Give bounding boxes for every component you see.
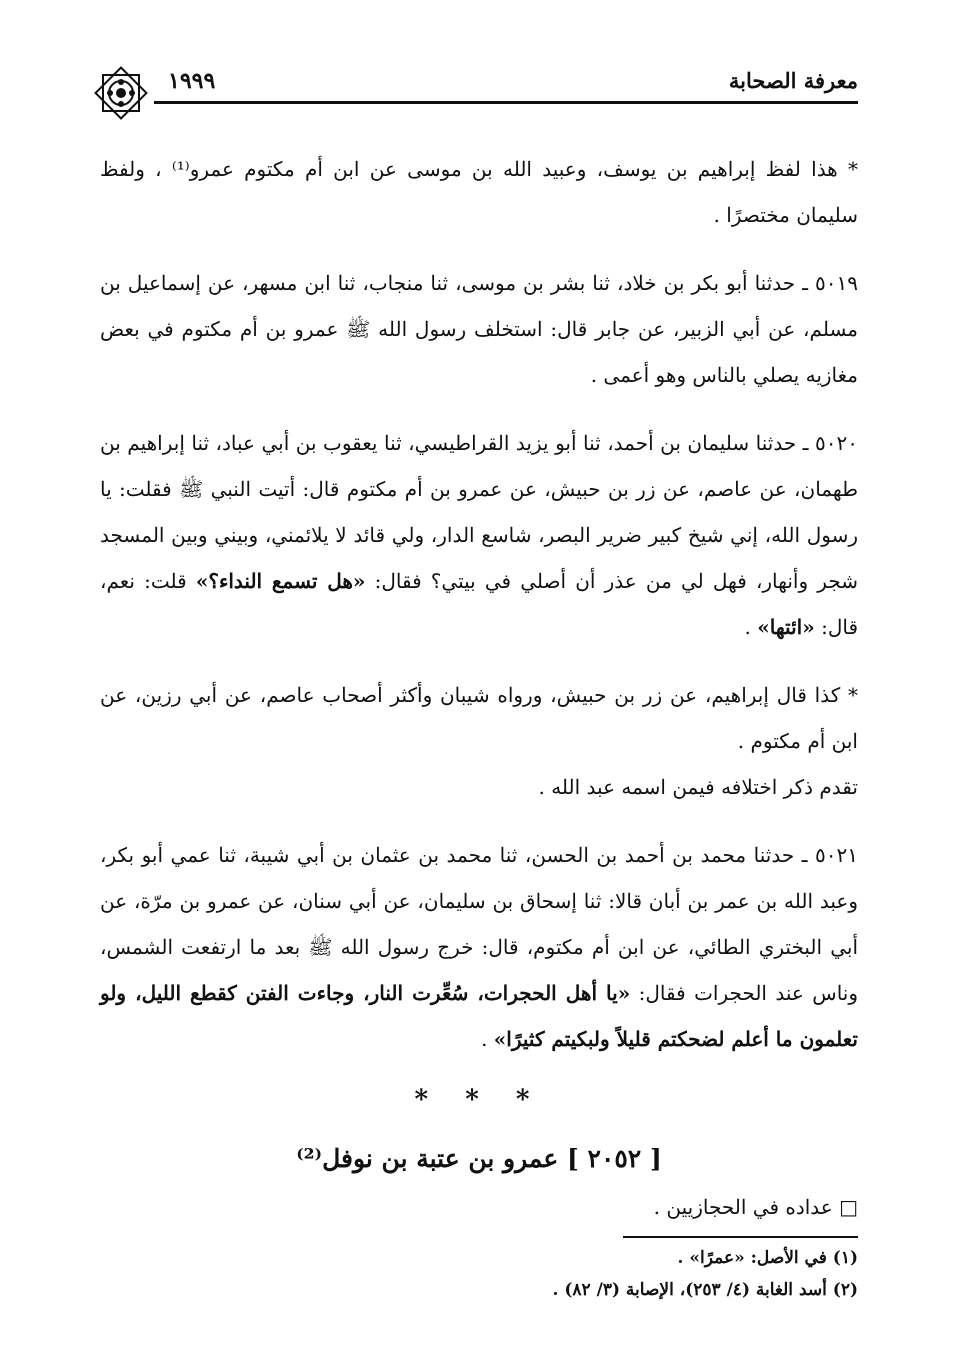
hadith-5021-end: . — [481, 1027, 494, 1051]
hadith-5021 — [100, 832, 858, 1062]
header-rule — [154, 101, 858, 104]
page-body — [100, 146, 858, 1230]
footnote-1: (١) في الأصل: «عمرًا» . — [677, 1248, 858, 1268]
paragraph-note-2: * كذا قال إبراهيم، عن زر بن حبيش، ورواه شيبان وأكثر أصحاب عاصم، عن أبي رزين، عن ابن أم مكتوم . — [100, 683, 858, 753]
footnote-rule — [623, 1236, 858, 1238]
hadith-5020-mid: قلت: نعم، قال: — [100, 569, 858, 639]
section-separator: * * * — [414, 1085, 544, 1115]
entry-note: □ عداده في الحجازيين . — [653, 1195, 858, 1219]
hadith-5020-quote-1: «هل تسمع النداء؟» — [195, 569, 366, 593]
footnotes — [98, 1242, 858, 1306]
hadith-5020-text: ٥٠٢٠ ـ حدثنا سليمان بن أحمد، ثنا أبو يزيد القراطيسي، ثنا يعقوب بن أبي عباد، ثنا إبراهيم بن طهمان، عن عاصم، عن زر بن حبيش، عن عمرو بن أم مكتوم قال: أتيت النبي ﷺ فقلت: يا رسول الله، إني شيخ كبير ضرير البصر، شاسع الدار، ولي قائد لا يلائمني، وبيني وبين المسجد شجر وأنهار، فهل لي من عذر أن أصلي في بيتي؟ فقال: — [100, 431, 859, 593]
page-header — [90, 64, 858, 116]
hadith-5020-quote-2: «ائتها» — [757, 615, 815, 639]
page-number: ١٩٩٩ — [168, 68, 216, 94]
cross-reference: تقدم ذكر اختلافه فيمن اسمه عبد الله . — [538, 775, 858, 799]
footnote-2: (٢) أسد الغابة (٤/ ٢٥٣)، الإصابة (٣/ ٨٢) . — [552, 1280, 858, 1300]
ornament-icon — [90, 62, 152, 124]
hadith-5021-quote: «يا أهل الحجرات، سُعِّرت النار، وجاءت الفتن كقطع الليل، ولو تعلمون ما أعلم لضحكتم قليلاً ولبكيتم كثيرًا» — [100, 981, 858, 1051]
hadith-5020 — [100, 420, 858, 650]
hadith-5019: ٥٠١٩ ـ حدثنا أبو بكر بن خلاد، ثنا بشر بن موسى، ثنا منجاب، ثنا ابن مسهر، عن إسماعيل بن مسلم، عن أبي الزبير، عن جابر قال: استخلف رسول الله ﷺ عمرو بن أم مكتوم في بعض مغازيه يصلي بالناس وهو أعمى . — [100, 271, 858, 387]
hadith-5021-text: ٥٠٢١ ـ حدثنا محمد بن أحمد بن الحسن، ثنا محمد بن عثمان بن أبي شيبة، ثنا عمي أبو بكر، وعبد الله بن عمر بن أبان قالا: ثنا إسحاق بن سليمان، عن أبي سنان، عن عمرو بن مرّة، عن أبي البختري الطائي، عن ابن أم مكتوم، قال: خرج رسول الله ﷺ بعد ما ارتفعت الشمس، وناس عند الحجرات فقال: — [100, 843, 859, 1005]
running-title: معرفة الصحابة — [728, 68, 858, 93]
entry-heading: [ ٢٠٥٢ ] عمرو بن عتبة بن نوفل⁽²⁾ — [296, 1144, 662, 1173]
hadith-5020-end: . — [744, 615, 758, 639]
paragraph-note-1: * هذا لفظ إبراهيم بن يوسف، وعبيد الله بن موسى عن ابن أم مكتوم عمرو⁽¹⁾ ، ولفظ سليمان مختصرًا . — [100, 157, 858, 227]
